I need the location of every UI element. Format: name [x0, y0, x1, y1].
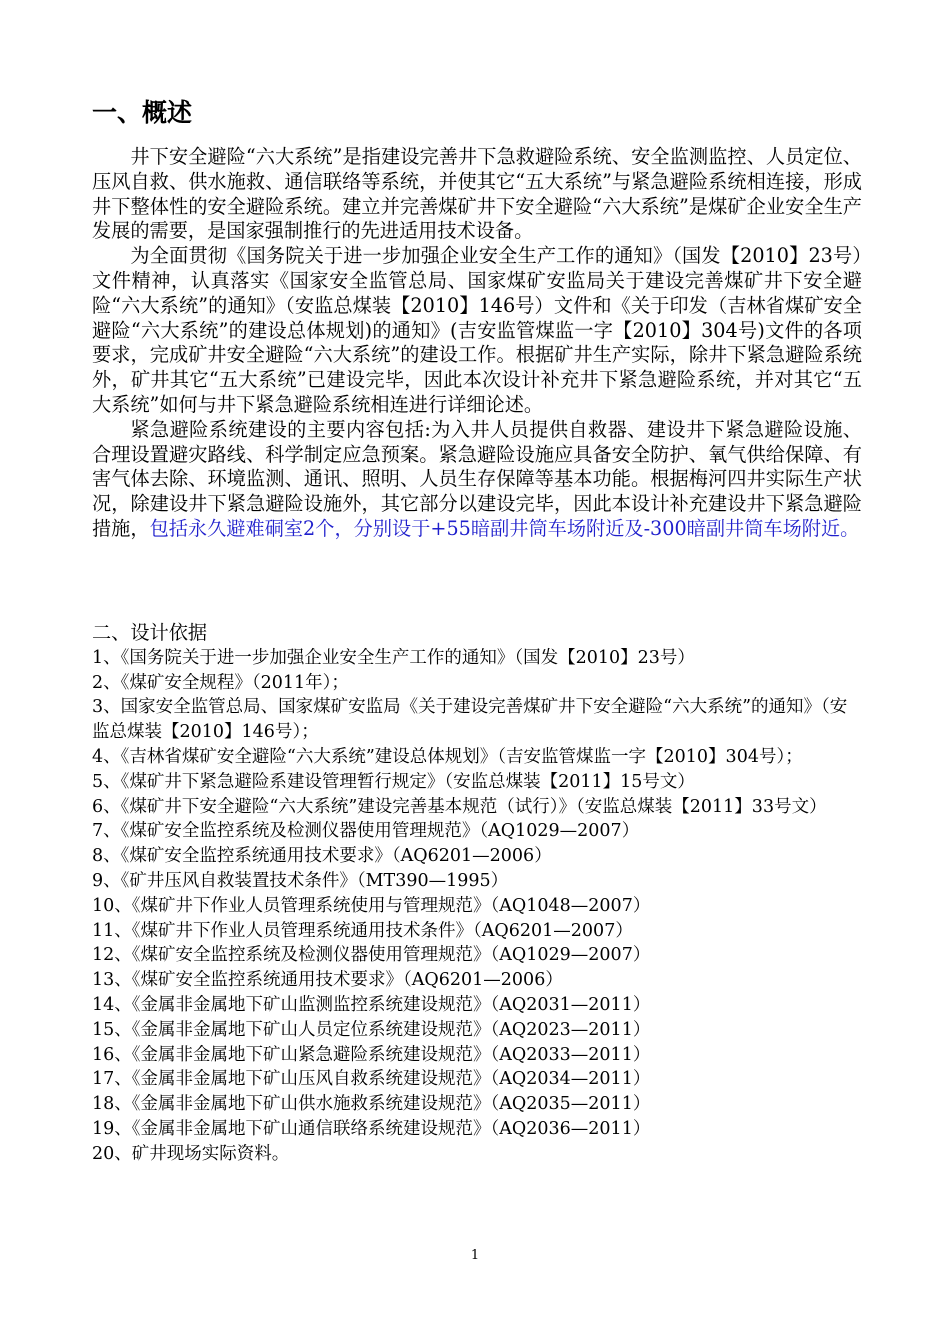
overview-body: [92, 145, 862, 542]
list-item: 20、矿井现场实际资料。: [92, 1143, 290, 1164]
list-item: 17、《金属非金属地下矿山压风自救系统建设规范》（AQ2034—2011）: [92, 1069, 651, 1090]
list-item: 1、《国务院关于进一步加强企业安全生产工作的通知》（国发【2010】23号）: [92, 647, 695, 668]
list-item: 15、《金属非金属地下矿山人员定位系统建设规范》（AQ2023—2011）: [92, 1019, 651, 1040]
list-item: 16、《金属非金属地下矿山紧急避险系统建设规范》（AQ2033—2011）: [92, 1044, 651, 1065]
list-item: 11、《煤矿井下作业人员管理系统通用技术条件》（AQ6201—2007）: [92, 920, 633, 941]
list-item: 18、《金属非金属地下矿山供水施救系统建设规范》（AQ2035—2011）: [92, 1094, 651, 1115]
paragraph-1: 井下安全避险“六大系统”是指建设完善井下急救避险系统、安全监测监控、人员定位、压风自救、供水施救、通信联络等系统，并使其它“五大系统”与紧急避险系统相连接，形成井下整体性的安全避险系统。建立并完善煤矿井下安全避险“六大系统”是煤矿企业安全生产发展的需要，是国家强制推行的先进适用技术设备。: [92, 145, 862, 243]
paragraph-2: 为全面贯彻《国务院关于进一步加强企业安全生产工作的通知》（国发【2010】23号）文件精神，认真落实《国家安全监管总局、国家煤矿安监局关于建设完善煤矿井下安全避险“六大系统”的通知》（安监总煤装【2010】146号）文件和《关于印发（吉林省煤矿安全避险“六大系统”的建设总体规划)的通知》(吉安监管煤监一字【2010】304号)文件的各项要求，完成矿井安全避险“六大系统”的建设工作。根据矿井生产实际，除井下紧急避险系统外，矿井其它“五大系统”已建设完毕，因此本次设计补充井下紧急避险系统，并对其它“五大系统”如何与井下紧急避险系统相连进行详细论述。: [92, 244, 862, 416]
list-item: 14、《金属非金属地下矿山监测监控系统建设规范》（AQ2031—2011）: [92, 994, 651, 1015]
list-item: 8、《煤矿安全监控系统通用技术要求》（AQ6201—2006）: [92, 846, 552, 867]
design-basis-list: [92, 621, 862, 1167]
list-item: 3、国家安全监管总局、国家煤矿安监局《关于建设完善煤矿井下安全避险“六大系统”的通知》（安监总煤装【2010】146号）；: [92, 697, 848, 743]
list-item: 13、《煤矿安全监控系统通用技术要求》（AQ6201—2006）: [92, 970, 563, 991]
paragraph-3: [92, 418, 862, 542]
list-item: 4、《吉林省煤矿安全避险“六大系统”建设总体规划》（吉安监管煤监一字【2010】304号）；: [92, 746, 803, 767]
paragraph-3-text: 紧急避险系统建设的主要内容包括:为入井人员提供自救器、建设井下紧急避险设施、合理设置避灾路线、科学制定应急预案。紧急避险设施应具备安全防护、氧气供给保障、有害气体去除、环境监测、通讯、照明、人员生存保障等基本功能。根据梅河四井实际生产状况，除建设井下紧急避险设施外，其它部分以建设完毕，因此本设计补充建设井下紧急避险措施，: [92, 417, 862, 540]
list-item: 12、《煤矿安全监控系统及检测仪器使用管理规范》（AQ1029—2007）: [92, 945, 651, 966]
list-item: 5、《煤矿井下紧急避险系建设管理暂行规定》（安监总煤装【2011】15号文）: [92, 771, 695, 792]
page-number: 1: [470, 1248, 480, 1263]
list-item: 9、《矿井压风自救装置技术条件》（MT390—1995）: [92, 870, 509, 891]
list-item: 6、《煤矿井下安全避险“六大系统”建设完善基本规范（试行）》（安监总煤装【2011】33号文）: [92, 796, 827, 817]
list-item: 7、《煤矿安全监控系统及检测仪器使用管理规范》（AQ1029—2007）: [92, 821, 640, 842]
paragraph-3-highlight: 包括永久避难硐室2个，分别设于+55暗副井筒车场附近及-300暗副井筒车场附近。: [149, 516, 860, 540]
section-heading-overview: 一、概述: [92, 98, 193, 127]
section-heading-design-basis: 二、设计依据: [92, 621, 208, 644]
list-item: 10、《煤矿井下作业人员管理系统使用与管理规范》（AQ1048—2007）: [92, 895, 651, 916]
list-item: 19、《金属非金属地下矿山通信联络系统建设规范》（AQ2036—2011）: [92, 1118, 651, 1139]
list-item: 2、《煤矿安全规程》（2011年）；: [92, 672, 349, 693]
